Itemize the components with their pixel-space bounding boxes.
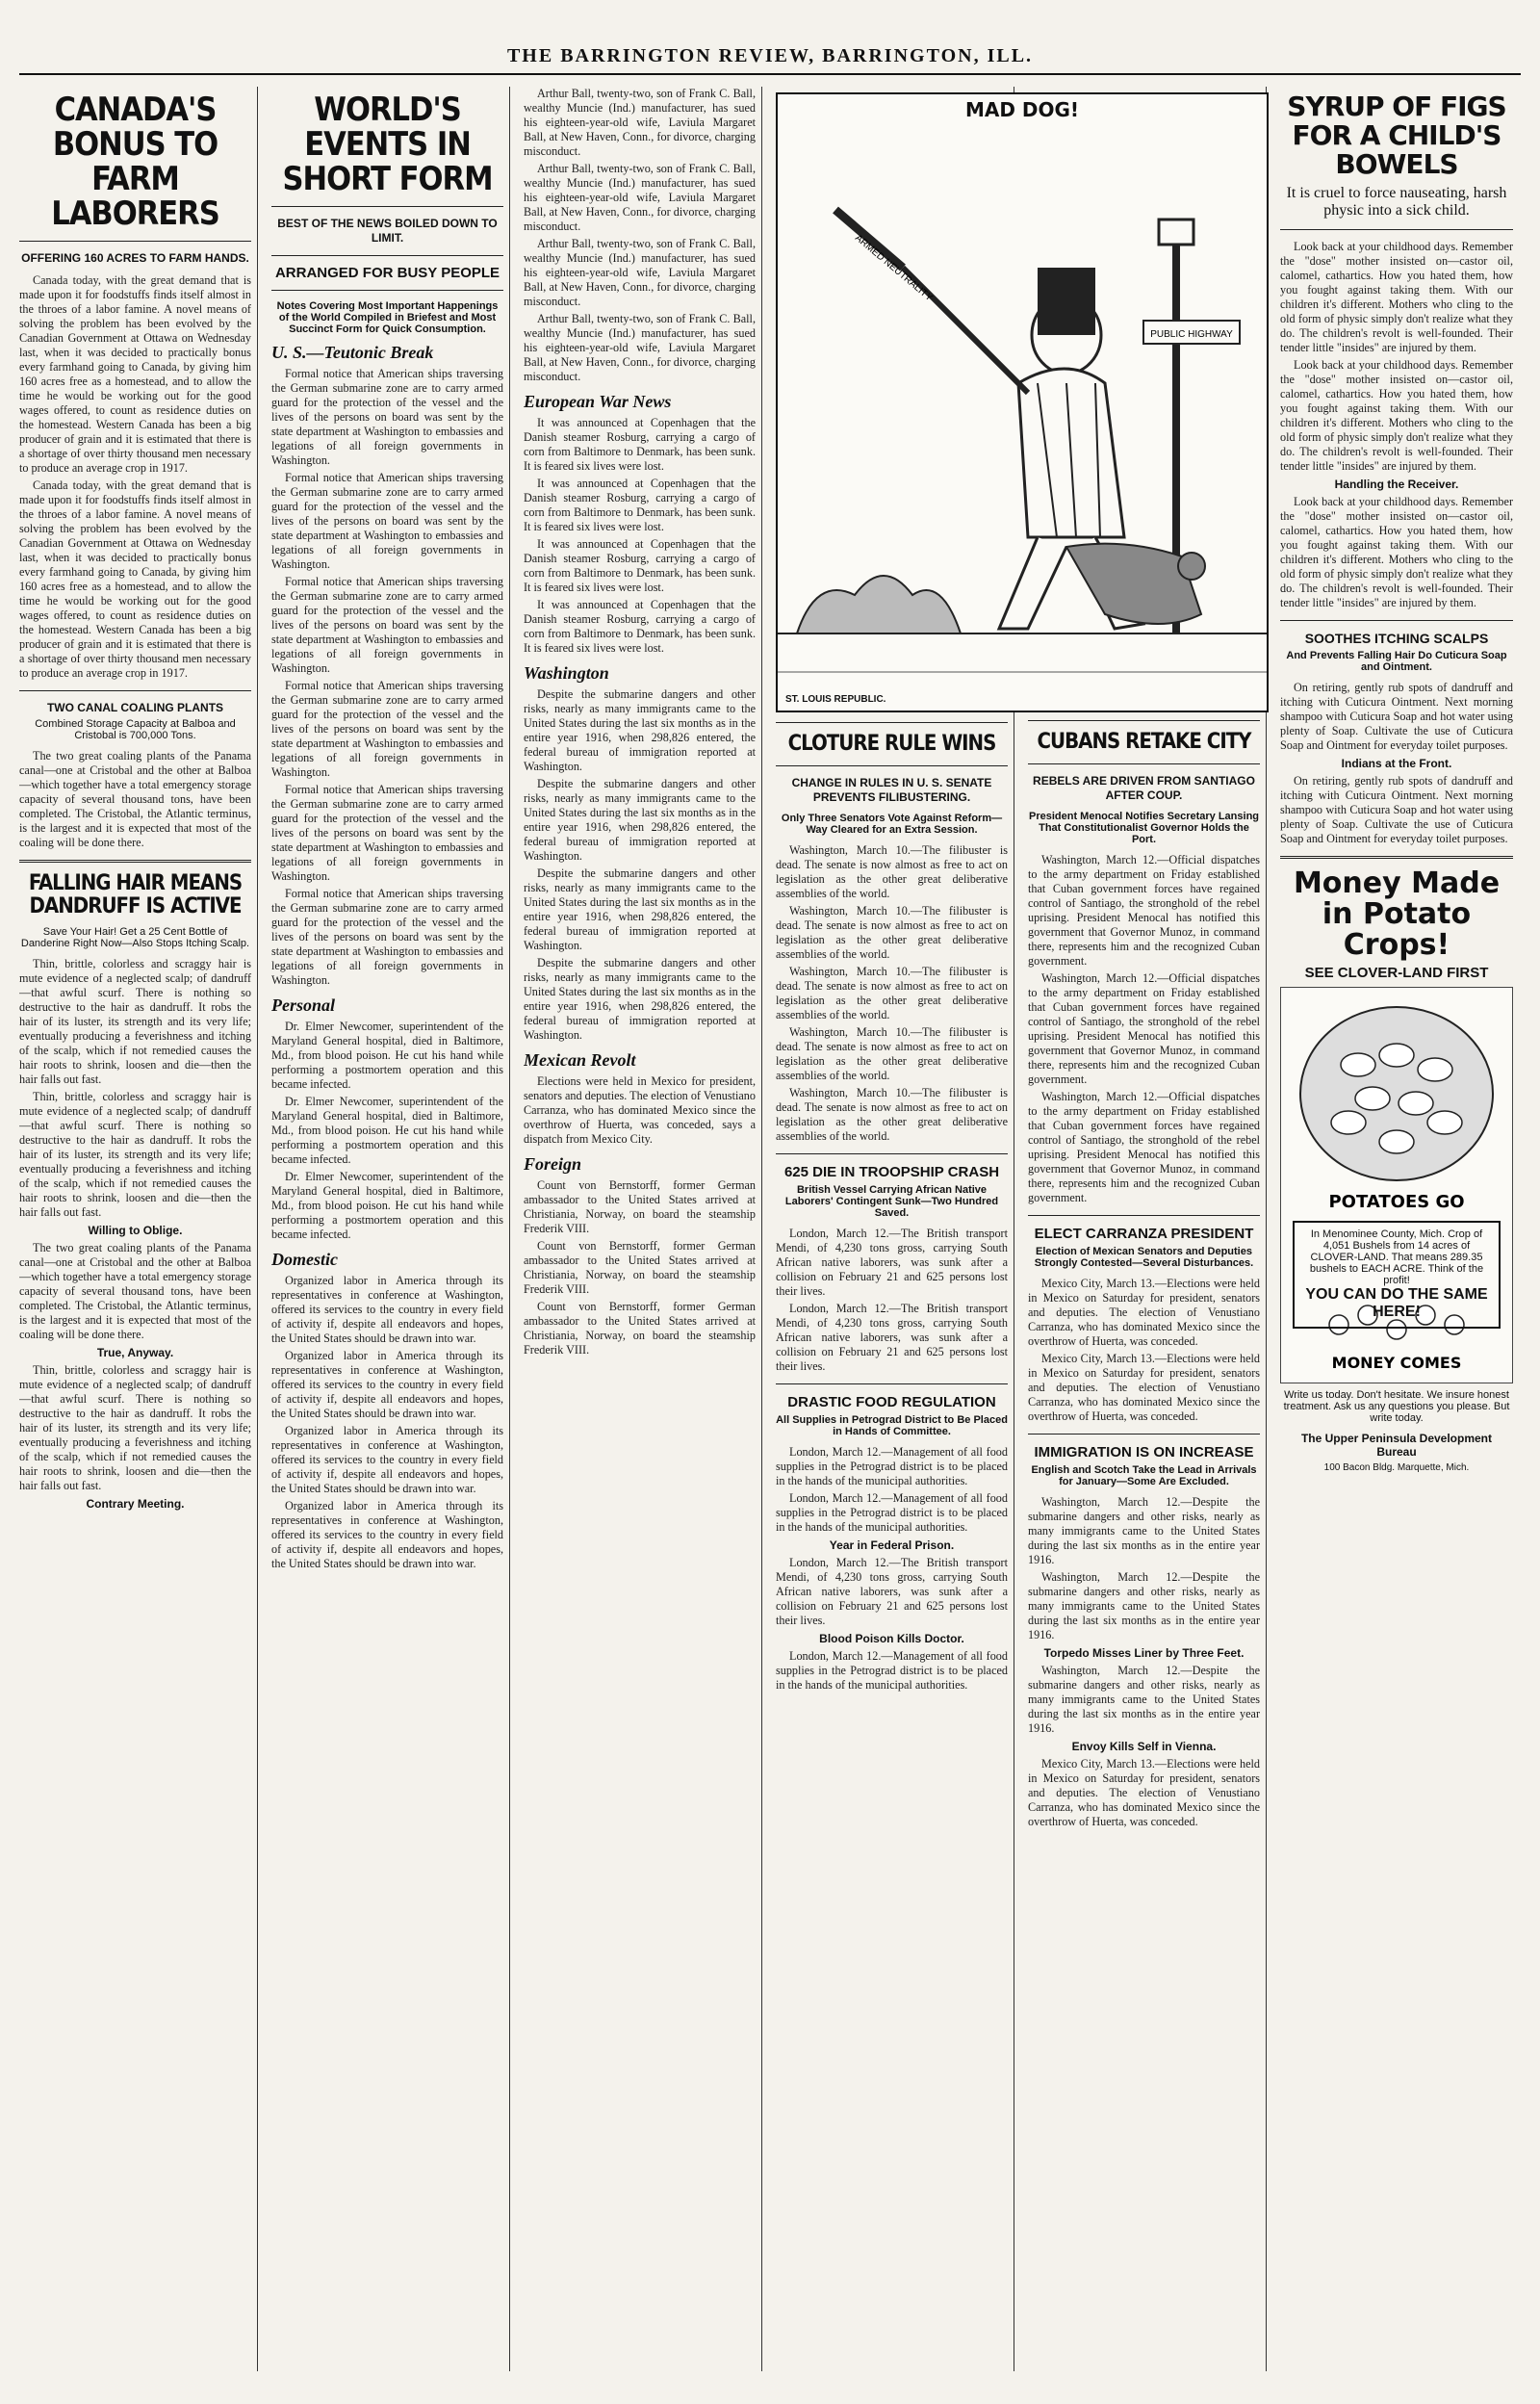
section-european-war: European War News	[524, 392, 672, 411]
article-paragraph: On retiring, gently rub spots of dandruff and itching with Cuticura Ointment. Next morning shampoo with Cuticura Soap and hot water using plenty of Soap. Cultivate the use of Cuticura Soap and Ointment for everyday toilet purposes.	[1280, 681, 1513, 752]
cartoon-illustration	[778, 94, 1267, 711]
article-paragraph: Washington, March 10.—The filibuster is dead. The senate is now almost as free to act on legislation as the other great deliberative assemblies of the world.	[776, 904, 1008, 961]
article-paragraph: It was announced at Copenhagen that the Danish steamer Rosburg, carrying a cargo of corn from Baltimore to Denmark, has been sunk. It is feared six lives were lost.	[524, 416, 756, 473]
article-paragraph: Organized labor in America through its representatives in conference at Washington, offered its services to the country in every field of activity if, despite all endeavors and hopes, the United States should be drawn into war.	[271, 1349, 503, 1420]
article-paragraph: Arthur Ball, twenty-two, son of Frank C. Ball, wealthy Muncie (Ind.) manufacturer, has sued his eighteen-year-old wife, Laviula Margaret Ball, at New Haven, Conn., for divorce, charging misconduct.	[524, 312, 756, 383]
article-paragraph: Washington, March 10.—The filibuster is dead. The senate is now almost as free to act on legislation as the other great deliberative assemblies of the world.	[776, 843, 1008, 900]
deck-canada: OFFERING 160 ACRES TO FARM HANDS.	[21, 251, 249, 265]
article-paragraph: Canada today, with the great demand that is made upon it for foodstuffs finds itself almost in the throes of a labor famine. A novel means of solving the problem has been evolved by the Canadian Government at Ottawa on Wednesday last, when it was decided to practically bonus every farmhand going to Canada, by giving him 160 acres free as a homestead, and to allow the time he would be working out for the good wages offered, to count as residence duties on the homestead. Western Canada has been a big producer of grain and it is estimated that there is a shortage of over thirty thousand men necessary to produce an average crop in 1917.	[19, 478, 251, 680]
article-paragraph: London, March 12.—The British transport Mendi, of 4,230 tons gross, carrying South African native laborers, was sunk after a collision on February 21 and 625 persons lost their lives.	[776, 1227, 1008, 1298]
article-paragraph: London, March 12.—The British transport Mendi, of 4,230 tons gross, carrying South African native laborers, was sunk after a collision on February 21 and 625 persons lost their lives.	[776, 1302, 1008, 1373]
article-paragraph: Thin, brittle, colorless and scraggy hair is mute evidence of a neglected scalp; of dandruff—that awful scurf. There is nothing so destructive to the hair as dandruff. It robs the hair of its luster, its strength and its very life; eventually producing a feverishness and itching of the scalp, which if not remedied causes the hair roots to shrink, loosen and die—then the hair falls out fast.	[19, 1363, 251, 1492]
article-paragraph: London, March 12.—The British transport Mendi, of 4,230 tons gross, carrying South African native laborers, was sunk after a collision on February 21 and 625 persons lost their lives.	[776, 1556, 1008, 1627]
article-paragraph: Organized labor in America through its representatives in conference at Washington, offered its services to the country in every field of activity if, despite all endeavors and hopes, the United States should be drawn into war.	[271, 1424, 503, 1495]
potato-coupon	[1293, 1221, 1501, 1329]
article-paragraph: Formal notice that American ships traversing the German submarine zone are to carry armed guard for the protection of the vessel and the lives of the persons on board was sent by the state department at Washington to embassies and legations of all foreign governments in Washington.	[271, 471, 503, 571]
article-paragraph: Count von Bernstorff, former German ambassador to the United States arrived at Christiania, Norway, on board the steamship Frederik VIII.	[524, 1178, 756, 1235]
deck-busy-people: ARRANGED FOR BUSY PEOPLE	[274, 265, 500, 281]
section-foreign: Foreign	[524, 1154, 582, 1174]
article-paragraph: Count von Bernstorff, former German ambassador to the United States arrived at Christiania, Norway, on board the steamship Frederik VIII.	[524, 1300, 756, 1357]
article-paragraph: Count von Bernstorff, former German ambassador to the United States arrived at Christiania, Norway, on board the steamship Frederik VIII.	[524, 1239, 756, 1296]
deck-cloture: CHANGE IN RULES IN U. S. SENATE PREVENTS FILIBUSTERING.	[791, 776, 992, 804]
item-federal-prison: Year in Federal Prison.	[829, 1538, 955, 1552]
column-1	[19, 87, 258, 2371]
article-paragraph: Washington, March 10.—The filibuster is dead. The senate is now almost as free to act on legislation as the other great deliberative assemblies of the world.	[776, 1025, 1008, 1082]
article-paragraph: Arthur Ball, twenty-two, son of Frank C. Ball, wealthy Muncie (Ind.) manufacturer, has sued his eighteen-year-old wife, Laviula Margaret Ball, at New Haven, Conn., for divorce, charging misconduct.	[524, 162, 756, 233]
article-paragraph: Formal notice that American ships traversing the German submarine zone are to carry armed guard for the protection of the vessel and the lives of the persons on board was sent by the state department at Washington to embassies and legations of all foreign governments in Washington.	[271, 367, 503, 467]
subdeck-cloture: Only Three Senators Vote Against Reform—Way Cleared for an Extra Session.	[781, 813, 1003, 836]
headline-canal: TWO CANAL COALING PLANTS	[46, 701, 224, 714]
money-comes-label: MONEY COMES	[1331, 1354, 1462, 1372]
item-torpedo: Torpedo Misses Liner by Three Feet.	[1043, 1646, 1245, 1660]
article-paragraph: Washington, March 10.—The filibuster is dead. The senate is now almost as free to act on legislation as the other great deliberative assemblies of the world.	[776, 1086, 1008, 1143]
subdeck-troopship: British Vessel Carrying African Native Laborers' Contingent Sunk—Two Hundred Saved.	[784, 1184, 999, 1219]
article-paragraph: Mexico City, March 13.—Elections were held in Mexico on Saturday for president, senators and deputies. The election of Venustiano Carranza, who has dominated Mexico since the overthrow of Huerta, was conceded.	[1028, 1757, 1260, 1828]
newspaper-page	[19, 17, 1521, 2371]
article-paragraph: London, March 12.—Management of all food supplies in the Petrograd district is to be placed in the hands of the municipal authorities.	[776, 1491, 1008, 1534]
section-personal: Personal	[271, 995, 336, 1015]
article-paragraph: Washington, March 12.—Official dispatches to the army department on Friday established that Cuban government forces have regained control of Santiago, the stronghold of the rebel uprising. President Menocal has notified this government that Governor Munoz, in command there, represents him and the recognized Cuban government.	[1028, 1090, 1260, 1204]
footer-write-today: Write us today. Don't hesitate. We insure honest treatment. Ask us any questions you please. But write today.	[1283, 1389, 1510, 1424]
article-paragraph: London, March 12.—Management of all food supplies in the Petrograd district is to be placed in the hands of the municipal authorities.	[776, 1445, 1008, 1487]
item-contrary: Contrary Meeting.	[86, 1497, 185, 1511]
coupon-text: In Menominee County, Mich. Crop of 4,051 Bushels from 14 acres of CLOVER-LAND. That means 289.35 bushels to EACH ACRE. Think of the profit!	[1309, 1228, 1484, 1286]
headline-world-events: WORLD'S EVENTS IN SHORT FORM	[282, 90, 493, 198]
section-washington: Washington	[524, 663, 609, 683]
headline-falling-hair: FALLING HAIR MEANS DANDRUFF IS ACTIVE	[28, 871, 243, 918]
article-paragraph: Thin, brittle, colorless and scraggy hair is mute evidence of a neglected scalp; of dandruff—that awful scurf. There is nothing so destructive to the hair as dandruff. It robs the hair of its luster, its strength and its very life; eventually producing a feverishness and itching of the scalp, which if not remedied causes the hair roots to shrink, loosen and die—then the hair falls out fast.	[19, 1090, 251, 1219]
item-envoy: Envoy Kills Self in Vienna.	[1071, 1740, 1217, 1753]
article-canal	[19, 749, 251, 850]
article-paragraph: Despite the submarine dangers and other risks, nearly as many immigrants came to the United States during the last six months as in the entire year 1916, when 298,826 entered, the federal bureau of immigration reported at Washington.	[524, 777, 756, 863]
article-paragraph: Washington, March 10.—The filibuster is dead. The senate is now almost as free to act on legislation as the other great deliberative assemblies of the world.	[776, 965, 1008, 1021]
headline-potato-crops: Money Made in Potato Crops!	[1293, 866, 1501, 962]
subhead-clover-land: SEE CLOVER-LAND FIRST	[1304, 965, 1489, 981]
potatoes-go-label: POTATOES GO	[1328, 1192, 1465, 1212]
section-mexican-revolt: Mexican Revolt	[524, 1050, 636, 1070]
subdeck-immigration: English and Scotch Take the Lead in Arrivals for January—Some Are Excluded.	[1031, 1464, 1257, 1487]
article-paragraph: Despite the submarine dangers and other risks, nearly as many immigrants came to the United States during the last six months as in the entire year 1916, when 298,826 entered, the federal bureau of immigration reported at Washington.	[524, 866, 756, 952]
headline-food-regulation: DRASTIC FOOD REGULATION	[787, 1394, 996, 1410]
article-paragraph: Elections were held in Mexico for president, senators and deputies. The election of Venustiano Carranza, who has dominated Mexico since the overthrow of Huerta, was conceded, says a dispatch from Mexico City.	[524, 1074, 756, 1146]
article-paragraph: Washington, March 12.—Despite the submarine dangers and other risks, nearly as many immigrants came to the United States during the last six months as in the entire year 1916.	[1028, 1570, 1260, 1641]
article-canada	[19, 273, 251, 681]
footer-address: 100 Bacon Bldg. Marquette, Mich.	[1323, 1462, 1470, 1473]
column-6	[1280, 87, 1519, 2371]
item-willing: Willing to Oblige.	[88, 1224, 183, 1237]
article-paragraph: Arthur Ball, twenty-two, son of Frank C. Ball, wealthy Muncie (Ind.) manufacturer, has sued his eighteen-year-old wife, Laviula Margaret Ball, at New Haven, Conn., for divorce, charging misconduct.	[524, 87, 756, 158]
coupon-headline: YOU CAN DO THE SAME HERE!	[1305, 1286, 1488, 1320]
article-paragraph: Washington, March 12.—Official dispatches to the army department on Friday established that Cuban government forces have regained control of Santiago, the stronghold of the rebel uprising. President Menocal has notified this government that Governor Munoz, in command there, represents him and the recognized Cuban government.	[1028, 853, 1260, 968]
columns	[19, 87, 1521, 2371]
headline-carranza: ELECT CARRANZA PRESIDENT	[1034, 1226, 1254, 1242]
article-paragraph: The two great coaling plants of the Panama canal—one at Cristobal and the other at Balboa—which together have a total emergency storage capacity of several thousand tons, have been completed. The Cristobal, the Atlantic terminus, is the largest and it is expected that most of the coaling will be done there.	[19, 749, 251, 849]
article-paragraph: It was announced at Copenhagen that the Danish steamer Rosburg, carrying a cargo of corn from Baltimore to Denmark, has been sunk. It is feared six lives were lost.	[524, 477, 756, 533]
cartoon-credit: ST. LOUIS REPUBLIC.	[785, 694, 886, 705]
item-blood-poison: Blood Poison Kills Doctor.	[819, 1632, 964, 1645]
item-indians: Indians at the Front.	[1341, 757, 1452, 770]
item-receiver: Handling the Receiver.	[1334, 478, 1459, 491]
item-true: True, Anyway.	[96, 1346, 174, 1359]
deck-falling-hair: Save Your Hair! Get a 25 Cent Bottle of Danderine Right Now—Also Stops Itching Scalp.	[20, 926, 250, 949]
headline-cubans: CUBANS RETAKE CITY	[1037, 730, 1251, 754]
cartoon-club-label: ARMED NEUTRALITY	[853, 232, 935, 304]
headline-immigration: IMMIGRATION IS ON INCREASE	[1034, 1444, 1254, 1460]
potato-advertisement	[1280, 987, 1513, 1383]
article-paragraph: Washington, March 12.—Despite the submarine dangers and other risks, nearly as many immigrants came to the United States during the last six months as in the entire year 1916.	[1028, 1664, 1260, 1735]
subdeck-cubans: President Menocal Notifies Secretary Lansing That Constitutionalist Governor Holds the Port.	[1028, 811, 1260, 845]
headline-troopship: 625 DIE IN TROOPSHIP CRASH	[783, 1164, 1000, 1180]
section-teutonic: U. S.—Teutonic Break	[271, 343, 434, 362]
article-paragraph: Canada today, with the great demand that is made upon it for foodstuffs finds itself almost in the throes of a labor famine. A novel means of solving the problem has been evolved by the Canadian Government at Ottawa on Wednesday last, when it was decided to practically bonus every farmhand going to Canada, by giving him 160 acres free as a homestead, and to allow the time he would be working out for the good wages offered, to count as residence duties on the homestead. Western Canada has been a big producer of grain and it is estimated that there is a shortage of over thirty thousand men necessary to produce an average crop in 1917.	[19, 273, 251, 475]
footer-bureau: The Upper Peninsula Development Bureau	[1300, 1432, 1493, 1459]
article-paragraph: London, March 12.—Management of all food supplies in the Petrograd district is to be placed in the hands of the municipal authorities.	[776, 1649, 1008, 1692]
article-paragraph: Formal notice that American ships traversing the German submarine zone are to carry armed guard for the protection of the vessel and the lives of the persons on board was sent by the state department at Washington to embassies and legations of all foreign governments in Washington.	[271, 575, 503, 675]
page-folio	[19, 67, 31, 73]
article-paragraph: Formal notice that American ships traversing the German submarine zone are to carry armed guard for the protection of the vessel and the lives of the persons on board was sent by the state department at Washington to embassies and legations of all foreign governments in Washington.	[271, 783, 503, 883]
subdeck-food-regulation: All Supplies in Petrograd District to Be Placed in Hands of Committee.	[776, 1414, 1008, 1437]
cartoon-title: MAD DOG!	[964, 98, 1080, 121]
article-paragraph: Despite the submarine dangers and other risks, nearly as many immigrants came to the United States during the last six months as in the entire year 1916, when 298,826 entered, the federal bureau of immigration reported at Washington.	[524, 956, 756, 1042]
article-paragraph: Dr. Elmer Newcomer, superintendent of the Maryland General hospital, died in Baltimore, Md., from blood poison. He cut his hand while performing a postmortem operation and this became infected.	[271, 1095, 503, 1166]
headline-cloture: CLOTURE RULE WINS	[787, 732, 996, 756]
article-paragraph: The two great coaling plants of the Panama canal—one at Cristobal and the other at Balboa—which together have a total emergency storage capacity of several thousand tons, have been completed. The Cristobal, the Atlantic terminus, is the largest and it is expected that most of the coaling will be done there.	[19, 1241, 251, 1341]
article-paragraph: Dr. Elmer Newcomer, superintendent of the Maryland General hospital, died in Baltimore, Md., from blood poison. He cut his hand while performing a postmortem operation and this became infected.	[271, 1170, 503, 1241]
article-paragraph: Organized labor in America through its representatives in conference at Washington, offered its services to the country in every field of activity if, despite all endeavors and hopes, the United States should be drawn into war.	[271, 1274, 503, 1345]
deck-best-news: BEST OF THE NEWS BOILED DOWN TO LIMIT.	[277, 217, 498, 245]
deck-notes: Notes Covering Most Important Happenings of the World Compiled in Briefest and Most Succinct Form for Quick Consumption.	[276, 300, 499, 335]
cartoon-sign-label: PUBLIC HIGHWAY	[1150, 329, 1233, 340]
article-paragraph: Washington, March 12.—Official dispatches to the army department on Friday established that Cuban government forces have regained control of Santiago, the stronghold of the rebel uprising. President Menocal has notified this government that Governor Munoz, in command there, represents him and the recognized Cuban government.	[1028, 971, 1260, 1086]
section-domestic: Domestic	[271, 1250, 338, 1269]
article-paragraph: It was announced at Copenhagen that the Danish steamer Rosburg, carrying a cargo of corn from Baltimore to Denmark, has been sunk. It is feared six lives were lost.	[524, 598, 756, 655]
article-paragraph: Organized labor in America through its representatives in conference at Washington, offered its services to the country in every field of activity if, despite all endeavors and hopes, the United States should be drawn into war.	[271, 1499, 503, 1570]
article-paragraph: Thin, brittle, colorless and scraggy hair is mute evidence of a neglected scalp; of dandruff—that awful scurf. There is nothing so destructive to the hair as dandruff. It robs the hair of its luster, its strength and its very life; eventually producing a feverishness and itching of the scalp, which if not remedied causes the hair roots to shrink, loosen and die—then the hair falls out fast.	[19, 957, 251, 1086]
masthead	[19, 35, 1521, 75]
article-paragraph: Dr. Elmer Newcomer, superintendent of the Maryland General hospital, died in Baltimore, Md., from blood poison. He cut his hand while performing a postmortem operation and this became infected.	[271, 1020, 503, 1091]
article-falling-hair	[19, 957, 251, 1220]
column-2	[271, 87, 510, 2371]
headline-cuticura: SOOTHES ITCHING SCALPS	[1304, 631, 1489, 646]
article-paragraph: Look back at your childhood days. Remember the "dose" mother insisted on—castor oil, calomel, cathartics. How you hated them, how you fought against taking them. With our children it's different. Mothers who cling to the old form of physic simply don't realize what they do. The children's revolt is well-founded. Their tender little "insides" are injured by them.	[1280, 358, 1513, 473]
headline-canada-bonus: CANADA'S BONUS TO FARM LABORERS	[51, 90, 219, 233]
editorial-cartoon	[776, 92, 1269, 712]
deck-cubans: REBELS ARE DRIVEN FROM SANTIAGO AFTER COUP.	[1033, 774, 1255, 802]
article-paragraph: Formal notice that American ships traversing the German submarine zone are to carry armed guard for the protection of the vessel and the lives of the persons on board was sent by the state department at Washington to embassies and legations of all foreign governments in Washington.	[271, 887, 503, 987]
article-paragraph: Despite the submarine dangers and other risks, nearly as many immigrants came to the United States during the last six months as in the entire year 1916, when 298,826 entered, the federal bureau of immigration reported at Washington.	[524, 687, 756, 773]
column-3	[524, 87, 762, 2371]
subdeck-cuticura: And Prevents Falling Hair Do Cuticura Soap and Ointment.	[1286, 650, 1507, 673]
paper-title: THE BARRINGTON REVIEW, BARRINGTON, ILL.	[506, 45, 1034, 66]
article-paragraph: Formal notice that American ships traversing the German submarine zone are to carry armed guard for the protection of the vessel and the lives of the persons on board was sent by the state department at Washington to embassies and legations of all foreign governments in Washington.	[271, 679, 503, 779]
article-paragraph: On retiring, gently rub spots of dandruff and itching with Cuticura Ointment. Next morning shampoo with Cuticura Soap and hot water using plenty of Soap. Cultivate the use of Cuticura Soap and Ointment for everyday toilet purposes.	[1280, 774, 1513, 845]
deck-canal: Combined Storage Capacity at Balboa and Cristobal is 700,000 Tons.	[35, 718, 236, 741]
article-paragraph: Look back at your childhood days. Remember the "dose" mother insisted on—castor oil, calomel, cathartics. How you hated them, how you fought against taking them. With our children it's different. Mothers who cling to the old form of physic simply don't realize what they do. The children's revolt is well-founded. Their tender little "insides" are injured by them.	[1280, 240, 1513, 354]
article-paragraph: Arthur Ball, twenty-two, son of Frank C. Ball, wealthy Muncie (Ind.) manufacturer, has sued his eighteen-year-old wife, Laviula Margaret Ball, at New Haven, Conn., for divorce, charging misconduct.	[524, 237, 756, 308]
article-paragraph: Look back at your childhood days. Remember the "dose" mother insisted on—castor oil, calomel, cathartics. How you hated them, how you fought against taking them. With our children it's different. Mothers who cling to the old form of physic simply don't realize what they do. The children's revolt is well-founded. Their tender little "insides" are injured by them.	[1280, 495, 1513, 609]
article-paragraph: Mexico City, March 13.—Elections were held in Mexico on Saturday for president, senators and deputies. The election of Venustiano Carranza, who has dominated Mexico since the overthrow of Huerta, was conceded.	[1028, 1277, 1260, 1348]
subhead-syrup-figs: It is cruel to force nauseating, harsh physic into a sick child.	[1286, 185, 1507, 219]
article-paragraph: Washington, March 12.—Despite the submarine dangers and other risks, nearly as many immigrants came to the United States during the last six months as in the entire year 1916.	[1028, 1495, 1260, 1566]
headline-syrup-figs: SYRUP OF FIGS FOR A CHILD'S BOWELS	[1287, 90, 1506, 180]
article-paragraph: Mexico City, March 13.—Elections were held in Mexico on Saturday for president, senators and deputies. The election of Venustiano Carranza, who has dominated Mexico since the overthrow of Huerta, was conceded.	[1028, 1352, 1260, 1423]
article-paragraph: It was announced at Copenhagen that the Danish steamer Rosburg, carrying a cargo of corn from Baltimore to Denmark, has been sunk. It is feared six lives were lost.	[524, 537, 756, 594]
subdeck-carranza: Election of Mexican Senators and Deputies Strongly Contested—Several Disturbances.	[1034, 1246, 1254, 1269]
